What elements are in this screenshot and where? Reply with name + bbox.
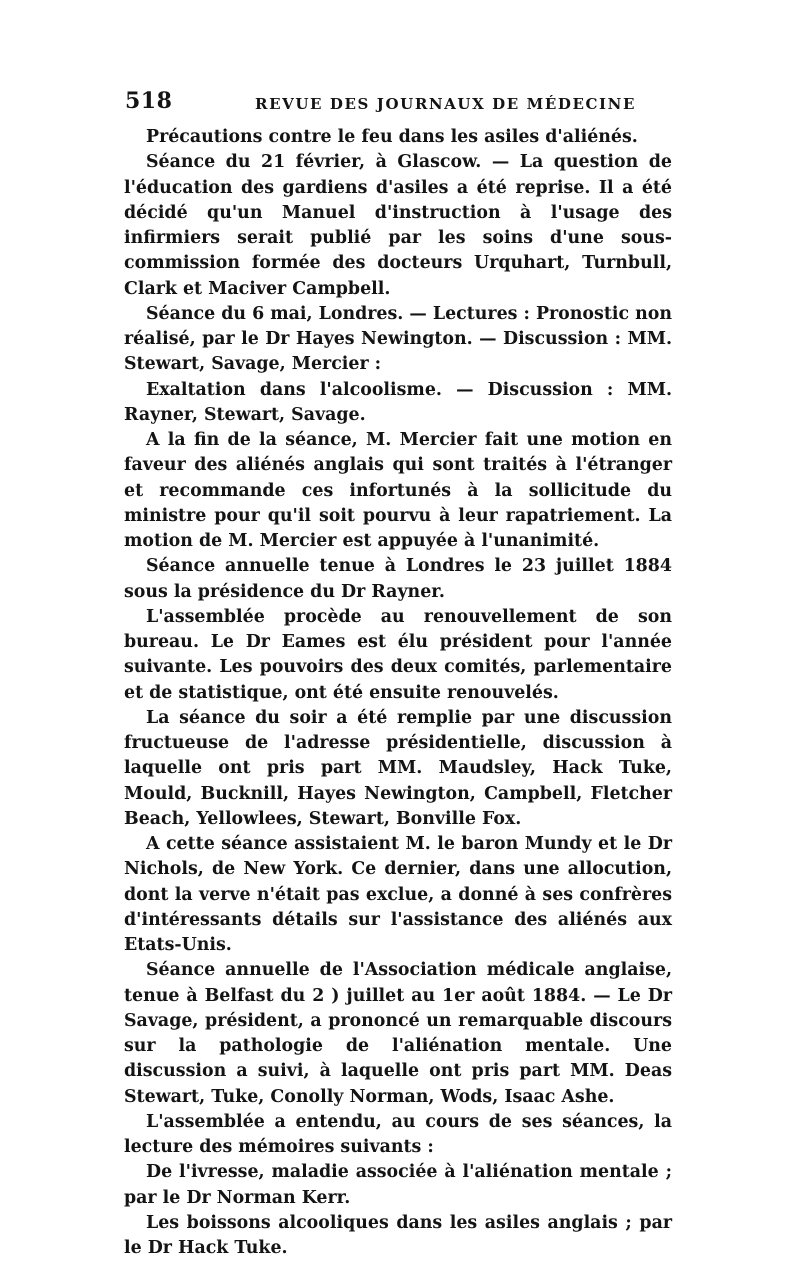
paragraph: Séance annuelle de l'Association médicale anglaise, tenue à Belfast du 2 ) juillet au 1er août 1884. — Le Dr Savage, président, a prononcé un remarquable discours sur la pathologie de l'aliénation mentale. Une discussion a suivi, à laquelle ont pris part MM. Deas Stewart, Tuke, Conolly Norman, Wods, Isaac Ashe. [124,960,672,1107]
paragraph: Exaltation dans l'alcoolisme. — Discussion : MM. Rayner, Stewart, Savage. [124,379,672,425]
paragraph: Séance du 21 février, à Glascow. — La question de l'éducation des gardiens d'asiles a été reprise. Il a été décidé qu'un Manuel d'instruction à l'usage des infirmiers serait publié par les soins d'une sous-commission formée des docteurs Urquhart, Turnbull, Clark et Maciver Campbell. [124,152,672,299]
paragraph: Précautions contre le feu dans les asiles d'aliénés. [146,127,638,147]
paragraph: Les boissons alcooliques dans les asiles anglais ; par le Dr Hack Tuke. [124,1212,672,1258]
running-title: REVUE DES JOURNAUX DE MÉDECINE [255,95,637,113]
paragraph: A la fin de la séance, M. Mercier fait une motion en faveur des aliénés anglais qui sont traités à l'étranger et recommande ces infortunés à la sollicitude du ministre pour qu'il soit pourvu à leur rapatriement. La motion de M. Mercier est appuyée à l'unanimité. [124,430,672,551]
paragraph: De l'ivresse, maladie associée à l'aliénation mentale ; par le Dr Norman Kerr. [124,1162,672,1208]
paragraph: L'assemblée a entendu, au cours de ses séances, la lecture des mémoires suivants : [124,1111,672,1157]
paragraph: A cette séance assistaient M. le baron Mundy et le Dr Nichols, de New York. Ce dernier, dans une allocution, dont la verve n'était pas exclue, a donné à ses confrères d'intéressants détails sur l'assistance des aliénés aux Etats-Unis. [124,834,672,955]
body-text [124,125,672,1261]
page-header [125,88,675,124]
paragraph: Séance annuelle tenue à Londres le 23 juillet 1884 sous la présidence du Dr Rayner. [124,556,672,602]
paragraph: La séance du soir a été remplie par une discussion fructueuse de l'adresse présidentielle, discussion à laquelle ont pris part MM. Maudsley, Hack Tuke, Mould, Bucknill, Hayes Newington, Campbell, Fletcher Beach, Yellowlees, Stewart, Bonville Fox. [124,707,672,829]
paragraph: Séance du 6 mai, Londres. — Lectures : Pronostic non réalisé, par le Dr Hayes Newington. — Discussion : MM. Stewart, Savage, Mercier : [124,303,672,375]
page-number: 518 [125,88,173,114]
paragraph: L'assemblée procède au renouvellement de son bureau. Le Dr Eames est élu président pour l'année suivante. Les pouvoirs des deux comités, parlementaire et de statistique, ont été ensuite renouvelés. [124,606,672,703]
